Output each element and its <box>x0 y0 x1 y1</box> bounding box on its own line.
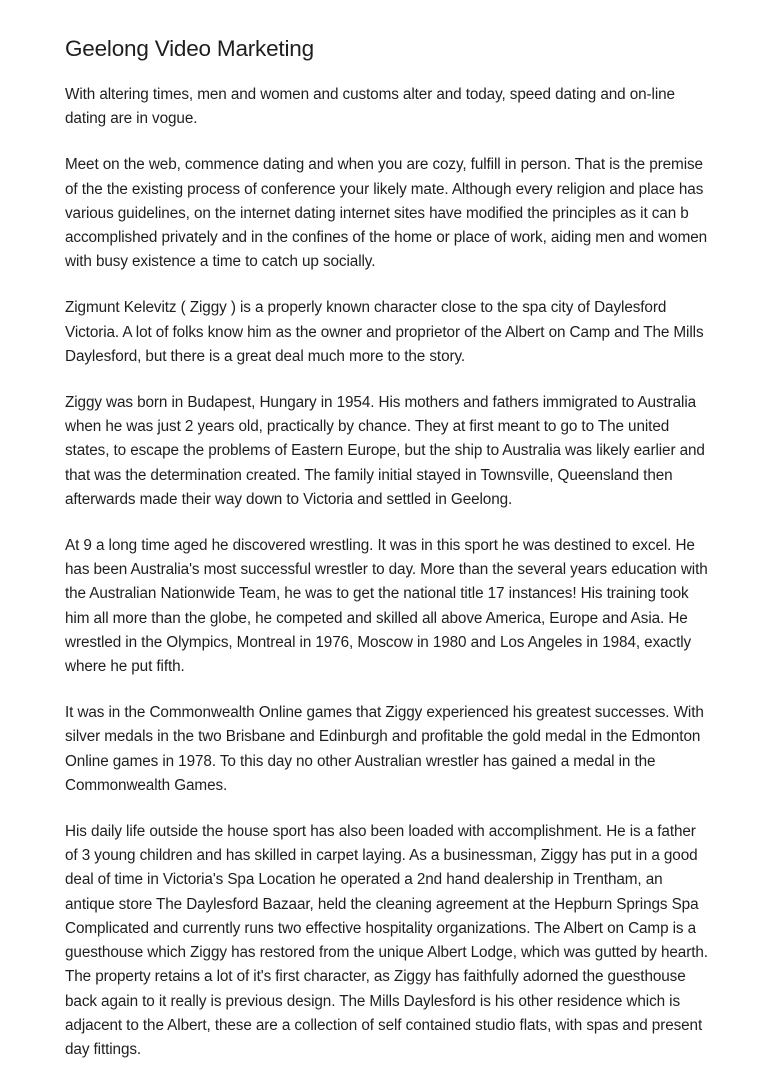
page-title: Geelong Video Marketing <box>65 36 314 61</box>
paragraph-intro: With altering times, men and women and customs alter and today, speed dating and on-line dating are in vogue. <box>65 86 675 128</box>
paragraph-business: His daily life outside the house sport has also been loaded with accomplishment. He is a father of 3 young children and has skilled in carpet laying. As a businessman, Ziggy has put in a good deal of time in Victoria's Spa Location he operated a 2nd hand dealership in Trentham, an antique store The Daylesford Bazaar, held the cleaning agreement at the Hepburn Springs Spa Complicated and currently runs two effective hospitality organizations. The Albert on Camp is a guesthouse which Ziggy has restored from the unique Albert Lodge, which was gutted by hearth. The property retains a lot of it's first character, as Ziggy has faithfully adorned the guesthouse back again to it really is previous design. The Mills Daylesford is his other residence which is adjacent to the Albert, these are a collection of self contained studio flats, with spas and present day fittings. <box>65 823 708 1058</box>
document-page <box>65 34 710 1084</box>
paragraph-ziggy-intro: Zigmunt Kelevitz ( Ziggy ) is a properly known character close to the spa city of Daylesford Victoria. A lot of folks know him as the owner and proprietor of the Albert on Camp and The Mills Daylesford, but there is a great deal much more to the story. <box>65 299 704 365</box>
paragraph-wrestling: At 9 a long time aged he discovered wrestling. It was in this sport he was destined to excel. He has been Australia's most successful wrestler to day. More than the several years education with the Australian Nationwide Team, he was to get the national title 17 instances! His training took him all more than the globe, he competed and skilled all above America, Europe and Asia. He wrestled in the Olympics, Montreal in 1976, Moscow in 1980 and Los Angeles in 1984, exactly where he put fifth. <box>65 537 708 676</box>
paragraph-online-dating: Meet on the web, commence dating and when you are cozy, fulfill in person. That is the premise of the the existing process of conference your likely mate. Although every religion and place has various guidelines, on the internet dating internet sites have modified the principles as it can b accomplished privately and in the confines of the home or place of work, aiding men and women with busy existence a time to catch up socially. <box>65 156 708 271</box>
paragraph-commonwealth: It was in the Commonwealth Online games that Ziggy experienced his greatest successes. With silver medals in the two Brisbane and Edinburgh and profitable the gold medal in the Edmonton Online games in 1978. To this day no other Australian wrestler has gained a medal in the Commonwealth Games. <box>65 704 704 794</box>
paragraph-early-life: Ziggy was born in Budapest, Hungary in 1954. His mothers and fathers immigrated to Australia when he was just 2 years old, practically by chance. They at first meant to go to The united states, to escape the problems of Eastern Europe, but the ship to Australia was likely earlier and that was the determination created. The family initial stayed in Townsville, Queensland then afterwards made their way down to Victoria and settled in Geelong. <box>65 394 705 508</box>
